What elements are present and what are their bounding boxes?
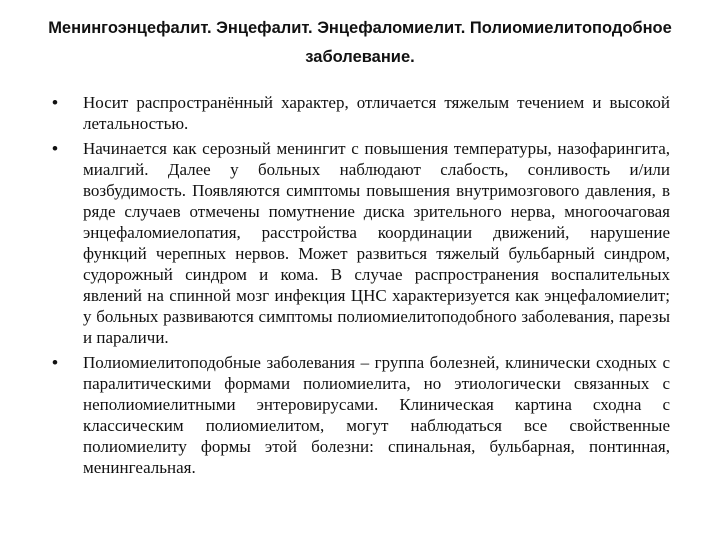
bullet-item-onset [52, 138, 670, 348]
bullet-text: Начинается как серозный менингит с повышения температуры, назофарингита, миалгий. Далее у больных наблюдают слабость, сонливость и/или возбудимость. Появляются симптомы повышения внутримозгового давления, в ряде случаев отмечены помутнение диска зрительного нерва, многоочаговая энцефаломиелопатия, расстройства координации движений, нарушение функций черепных нервов. Может развиться тяжелый бульбарный синдром, судорожный синдром и кома. В случае распространения воспалительных явлений на спинной мозг инфекция ЦНС характеризуется как энцефаломиелит; у больных развиваются симптомы полиомиелитоподобного заболевания, парезы и параличи. [83, 139, 670, 347]
bullet-marker: • [52, 93, 58, 112]
bullet-item-severity [52, 92, 670, 134]
bullet-text: Полиомиелитоподобные заболевания – группа болезней, клинически сходных с паралитическими формами полиомиелита, но этиологически связанных с неполиомиелитными энтеровирусами. Клиническая картина сходна с классическим полиомиелитом, могут наблюдаться все свойственные полиомиелиту формы этой болезни: спинальная, бульбарная, понтинная, менингеальная. [83, 353, 670, 477]
bullet-marker: • [52, 139, 58, 158]
bullet-item-polio-like [52, 352, 670, 478]
bullet-list [52, 92, 670, 482]
bullet-marker: • [52, 353, 58, 372]
bullet-text: Носит распространённый характер, отличается тяжелым течением и высокой летальностью. [83, 93, 670, 133]
slide-title: Менингоэнцефалит. Энцефалит. Энцефаломиелит. Полиомиелитоподобное заболевание. [48, 19, 672, 66]
